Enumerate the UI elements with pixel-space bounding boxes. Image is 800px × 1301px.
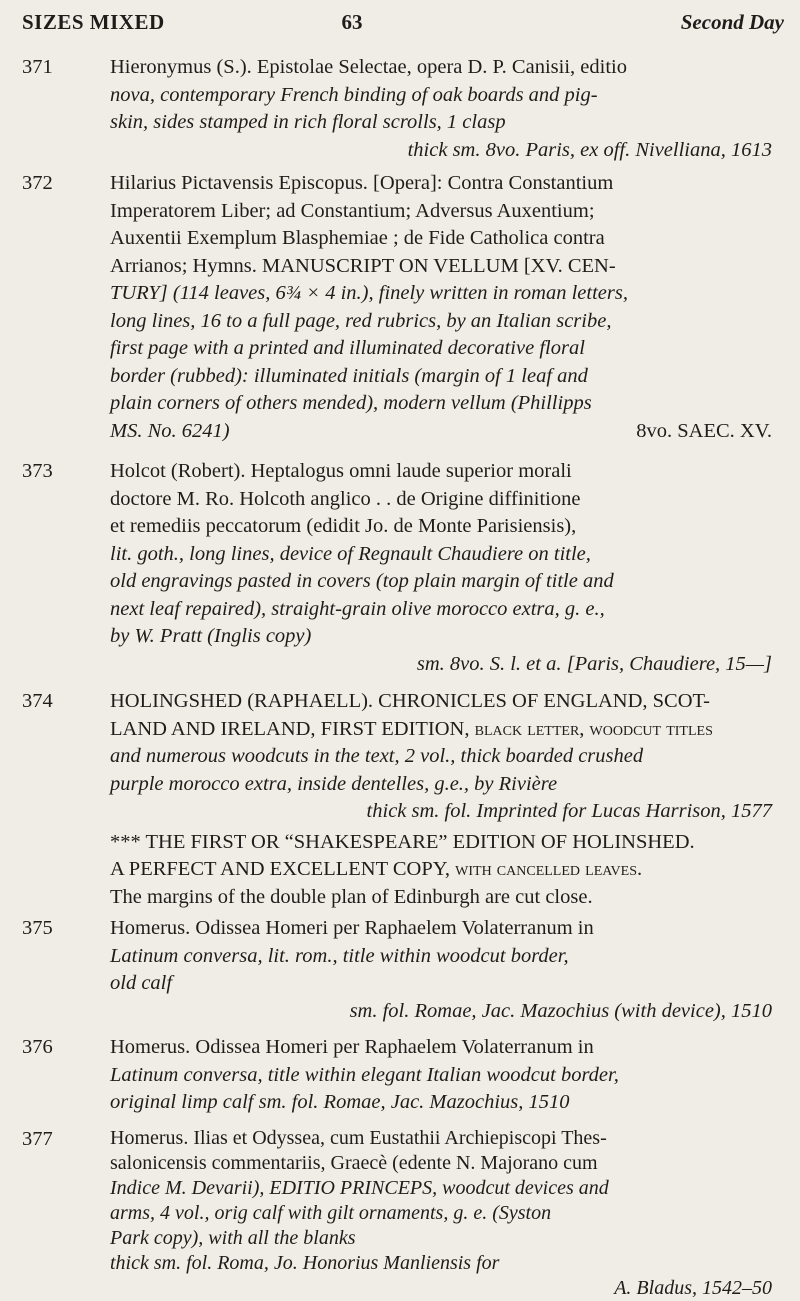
- lot-371: [22, 54, 782, 164]
- lot-imprint: 8vo. SAEC. XV.: [636, 419, 772, 442]
- lot-377: [22, 1126, 782, 1301]
- lot-imprint: thick sm. fol. Imprinted for Lucas Harrison, 1577: [366, 800, 772, 822]
- lot-376: [22, 1034, 782, 1117]
- page-number: 63: [341, 10, 363, 34]
- lot-number: 374: [22, 690, 53, 712]
- lot-number: 376: [22, 1036, 53, 1058]
- lot-note: *** THE FIRST OR “SHAKESPEARE” EDITION OF HOLINSHED. A PERFECT AND EXCELLENT COPY, with cancelled leaves. The margins of the double plan of Edinburgh are cut close.: [110, 830, 695, 908]
- day-label: Second Day: [680, 10, 784, 34]
- lot-description: Homerus. Odissea Homeri per Raphaelem Volaterranum in Latinum conversa, lit. rom., title within woodcut border, old calf: [110, 917, 594, 994]
- lot-description: Hieronymus (S.). Epistolae Selectae, opera D. P. Canisii, editio nova, contemporary French binding of oak boards and pig- skin, sides stamped in rich floral scrolls, 1 clasp: [110, 56, 627, 133]
- lot-375: [22, 915, 782, 1025]
- lot-description: Homerus. Odissea Homeri per Raphaelem Volaterranum in Latinum conversa, title within elegant Italian woodcut border, original limp calf sm. fol. Romae, Jac. Mazochius, 1510: [110, 1036, 619, 1113]
- lot-description: Hilarius Pictavensis Episcopus. [Opera]: Contra Constantium Imperatorem Liber; ad Constantium; Adversus Auxentium; Auxentii Exemplum Blasphemiae ; de Fide Catholica contra Arrianos; Hymns. MANUSCRIPT ON VELLUM [XV. CEN- TURY] (114 leaves, 6¾ × 4 in.), finely written in roman letters, long lines, 16 to a full page, red rubrics, by an Italian scribe, first page with a printed and illuminated decorative floral border (rubbed): illuminated initials (margin of 1 leaf and plain corners of others mended), modern vellum (Phillipps MS. No. 6241): [110, 172, 628, 442]
- lot-imprint: A. Bladus, 1542–50: [614, 1277, 772, 1299]
- lot-372: [22, 170, 782, 445]
- lot-imprint: thick sm. 8vo. Paris, ex off. Nivelliana, 1613: [407, 138, 772, 161]
- page-header: [22, 10, 784, 40]
- lot-number: 372: [22, 172, 53, 194]
- lot-number: 373: [22, 460, 53, 482]
- lot-374: [22, 688, 782, 911]
- lot-373: [22, 458, 782, 678]
- lot-imprint: sm. fol. Romae, Jac. Mazochius (with device), 1510: [349, 999, 772, 1022]
- lot-description: HOLINGSHED (RAPHAELL). CHRONICLES OF ENGLAND, SCOT- LAND AND IRELAND, FIRST EDITION, black letter, woodcut titles and numerous woodcuts in the text, 2 vol., thick boarded crushed purple morocco extra, inside dentelles, g.e., by Rivière: [110, 690, 713, 795]
- lot-number: 377: [22, 1128, 53, 1150]
- lot-number: 371: [22, 56, 53, 78]
- lot-description: Holcot (Robert). Heptalogus omni laude superior morali doctore M. Ro. Holcoth anglico . . de Origine diffinitione et remediis peccatorum (edidit Jo. de Monte Parisiensis), lit. goth., long lines, device of Regnault Chaudiere on title, old engravings pasted in covers (top plain margin of title and next leaf repaired), straight-grain olive morocco extra, g. e., by W. Pratt (Inglis copy): [110, 460, 614, 647]
- section-title: SIZES MIXED: [22, 10, 165, 34]
- lot-imprint: sm. 8vo. S. l. et a. [Paris, Chaudiere, 15—]: [416, 652, 772, 675]
- lot-description: Homerus. Ilias et Odyssea, cum Eustathii Archiepiscopi Thes- salonicensis commentariis, Graecè (edente N. Majorano cum Indice M. Devarii), EDITIO PRINCEPS, woodcut devices and arms, 4 vol., orig calf with gilt ornaments, g. e. (Syston Park copy), with all the blanks thick sm. fol. Roma, Jo. Honorius Manliensis for: [110, 1127, 609, 1274]
- lot-number: 375: [22, 917, 53, 939]
